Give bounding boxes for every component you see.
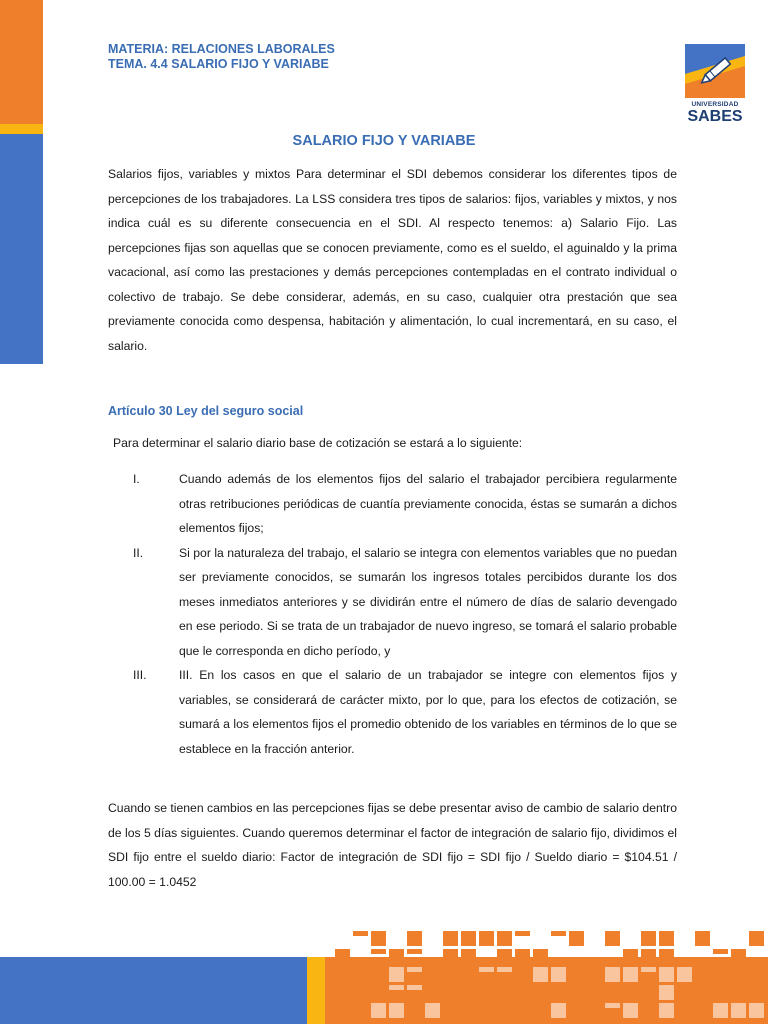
paragraph-salario-fijo: Salarios fijos, variables y mixtos Para determinar el SDI debemos considerar los diferentes tipos de percepciones de los trabajadores. La LSS considera tres tipos de salarios: fijos, variables y mixtos, y nos indica cuál es su diferente consecuencia en el SDI. Al respecto tenemos: a) Salario Fijo. Las percepciones fijas son aquellas que se conocen previamente, como es el sueldo, el aguinaldo y la prima vacacional, así como las prestaciones y demás percepciones contempladas en el contrato individual o colectivo de trabajo. Se debe considerar, además, en su caso, cualquier otra prestación que sea previamente conocida como despensa, habitación y alimentación, lo cual incrementará, en su caso, el salario. (108, 167, 677, 353)
subject-line: MATERIA: RELACIONES LABORALES (108, 42, 335, 56)
mosaic-tile (389, 985, 404, 990)
mosaic-tile (749, 1003, 764, 1018)
mosaic-tile (371, 949, 386, 954)
footer-blue-band (0, 957, 307, 1024)
left-blue-bar (0, 134, 43, 364)
mosaic-tile (407, 949, 422, 954)
mosaic-tile (335, 967, 350, 982)
mosaic-tile (479, 967, 494, 972)
mosaic-tile (551, 1003, 566, 1018)
mosaic-tile (335, 1003, 350, 1008)
mosaic-tile (731, 985, 746, 1000)
mosaic-tile (695, 1003, 710, 1018)
mosaic-tile (641, 985, 656, 1000)
mosaic-tile (353, 985, 368, 1000)
mosaic-tile (551, 931, 566, 936)
list-item-number: II. (133, 545, 144, 560)
mosaic-tile (479, 985, 494, 1000)
mosaic-tile (461, 985, 476, 1000)
intro-text: Para determinar el salario diario base de cotización se estará a lo siguiente: (113, 436, 523, 450)
mosaic-tile (335, 949, 350, 964)
mosaic-tile (479, 931, 494, 946)
mosaic-tile (695, 967, 710, 982)
mosaic-tile (731, 949, 746, 964)
mosaic-tile (713, 949, 728, 954)
section-heading: Artículo 30 Ley del seguro social (108, 404, 304, 418)
mosaic-tile (461, 967, 476, 982)
mosaic-tile (515, 985, 530, 1000)
logo-sabes-text: SABES (687, 108, 743, 125)
mosaic-tile (659, 967, 674, 982)
document-title: SALARIO FIJO Y VARIABE (292, 133, 476, 149)
mosaic-tile (605, 931, 620, 946)
mosaic-tile (587, 1003, 602, 1018)
mosaic-tile (443, 949, 458, 964)
topic-line: TEMA. 4.4 SALARIO FIJO Y VARIABE (108, 56, 329, 71)
mosaic-tile (605, 967, 620, 982)
mosaic-tile (713, 967, 728, 972)
mosaic-tile (623, 949, 638, 964)
mosaic-tile (659, 1003, 674, 1018)
mosaic-tile (443, 1003, 458, 1018)
mosaic-tile (569, 967, 584, 982)
mosaic-tile (569, 1003, 584, 1018)
mosaic-tile (371, 985, 386, 990)
mosaic-tile (389, 949, 404, 964)
mosaic-tile (335, 985, 350, 1000)
mosaic-tile (749, 967, 764, 982)
mosaic-tile (677, 1003, 692, 1008)
mosaic-tile (371, 931, 386, 946)
mosaic-tile (461, 1003, 476, 1008)
logo-university-text: UNIVERSIDAD (691, 101, 739, 108)
list-item-number: III. (133, 668, 147, 682)
university-logo (685, 44, 745, 126)
list-item-text: III. En los casos en que el salario de un trabajador se integre con elementos fijos y variables, se considerará de carácter mixto, por lo que, para los efectos de cotización, se sumará a los elementos fijos el promedio obtenido de los variables en términos de lo que se establece en la fracción anterior. (179, 668, 677, 756)
mosaic-tile (461, 949, 476, 964)
mosaic-tile (731, 1003, 746, 1018)
mosaic-tile (533, 967, 548, 982)
mosaic-tile (605, 1003, 620, 1008)
mosaic-tile (371, 967, 386, 972)
mosaic-tile (515, 1003, 530, 1018)
mosaic-tile (425, 985, 440, 990)
footer-mosaic-pattern (325, 905, 768, 1024)
mosaic-tile (659, 949, 674, 964)
mosaic-tile (587, 985, 602, 1000)
mosaic-tile (731, 967, 746, 982)
mosaic-tile (443, 985, 458, 1000)
mosaic-tile (623, 985, 638, 1000)
mosaic-tile (641, 949, 656, 964)
mosaic-tile (569, 985, 584, 1000)
mosaic-tile (389, 967, 404, 982)
mosaic-tile (695, 985, 710, 1000)
paragraph-cambios: Cuando se tienen cambios en las percepciones fijas se debe presentar aviso de cambio de salario dentro de los 5 días siguientes. Cuando queremos determinar el factor de integración de salario fijo, dividimos el SDI fijo entre el sueldo diario: Factor de integración de SDI fijo = SDI fijo / Sueldo diario = $104.51 / 100.00 = 1.0452 (108, 801, 677, 889)
mosaic-tile (605, 985, 620, 1000)
mosaic-tile (407, 931, 422, 946)
mosaic-tile (641, 931, 656, 946)
mosaic-tile (587, 967, 602, 972)
mosaic-tile (497, 1003, 512, 1018)
mosaic-tile (461, 931, 476, 946)
mosaic-tile (659, 931, 674, 946)
list-item (108, 663, 677, 761)
mosaic-tile (443, 931, 458, 946)
mosaic-tile (407, 1003, 422, 1018)
mosaic-tile (533, 1003, 548, 1018)
list-item (108, 467, 677, 541)
mosaic-tile (443, 967, 458, 982)
mosaic-tile (749, 931, 764, 946)
mosaic-tile (677, 985, 692, 1000)
mosaic-tile (515, 931, 530, 936)
mosaic-tile (533, 985, 548, 1000)
mosaic-tile (479, 1003, 494, 1008)
mosaic-tile (353, 1003, 368, 1018)
list-item (108, 541, 677, 664)
mosaic-tile (407, 985, 422, 990)
mosaic-tile (623, 967, 638, 982)
mosaic-tile (515, 967, 530, 982)
mosaic-tile (497, 949, 512, 964)
left-orange-bar (0, 0, 43, 124)
mosaic-tile (425, 1003, 440, 1018)
mosaic-tile (389, 1003, 404, 1018)
list-item-number: I. (133, 472, 140, 486)
mosaic-tile (749, 985, 764, 1000)
document-header (108, 42, 335, 71)
mosaic-tile (677, 967, 692, 982)
list-item-text: Cuando además de los elementos fijos del salario el trabajador percibiera regularmente otras retribuciones periódicas de cuantía previamente conocida, éstas se sumarán a dichos elementos fijos; (179, 472, 677, 535)
footer-yellow-band (307, 957, 325, 1024)
mosaic-tile (533, 949, 548, 964)
mosaic-tile (569, 931, 584, 946)
mosaic-tile (551, 967, 566, 982)
mosaic-tile (641, 967, 656, 972)
mosaic-tile (659, 985, 674, 1000)
article-list (108, 467, 677, 761)
mosaic-tile (425, 967, 440, 982)
mosaic-tile (353, 931, 368, 936)
mosaic-tile (641, 1003, 656, 1018)
mosaic-tile (551, 985, 566, 1000)
mosaic-tile (515, 949, 530, 964)
pencil-icon (685, 44, 745, 98)
mosaic-tile (497, 931, 512, 946)
mosaic-tile (713, 985, 728, 1000)
mosaic-tile (407, 967, 422, 972)
mosaic-tile (713, 1003, 728, 1018)
mosaic-tile (371, 1003, 386, 1018)
mosaic-tile (497, 967, 512, 972)
mosaic-tile (623, 1003, 638, 1018)
mosaic-tile (695, 931, 710, 946)
mosaic-tile (353, 967, 368, 982)
mosaic-tile (497, 985, 512, 990)
list-item-text: Si por la naturaleza del trabajo, el salario se integra con elementos variables que no puedan ser previamente conocidos, se sumarán los ingresos totales percibidos durante los dos meses inmediatos anteriores y se dividirán entre el número de días de salario devengado en ese periodo. Si se trata de un trabajador de nuevo ingreso, se tomará el salario probable que le corresponda en dicho período, y (179, 545, 677, 658)
